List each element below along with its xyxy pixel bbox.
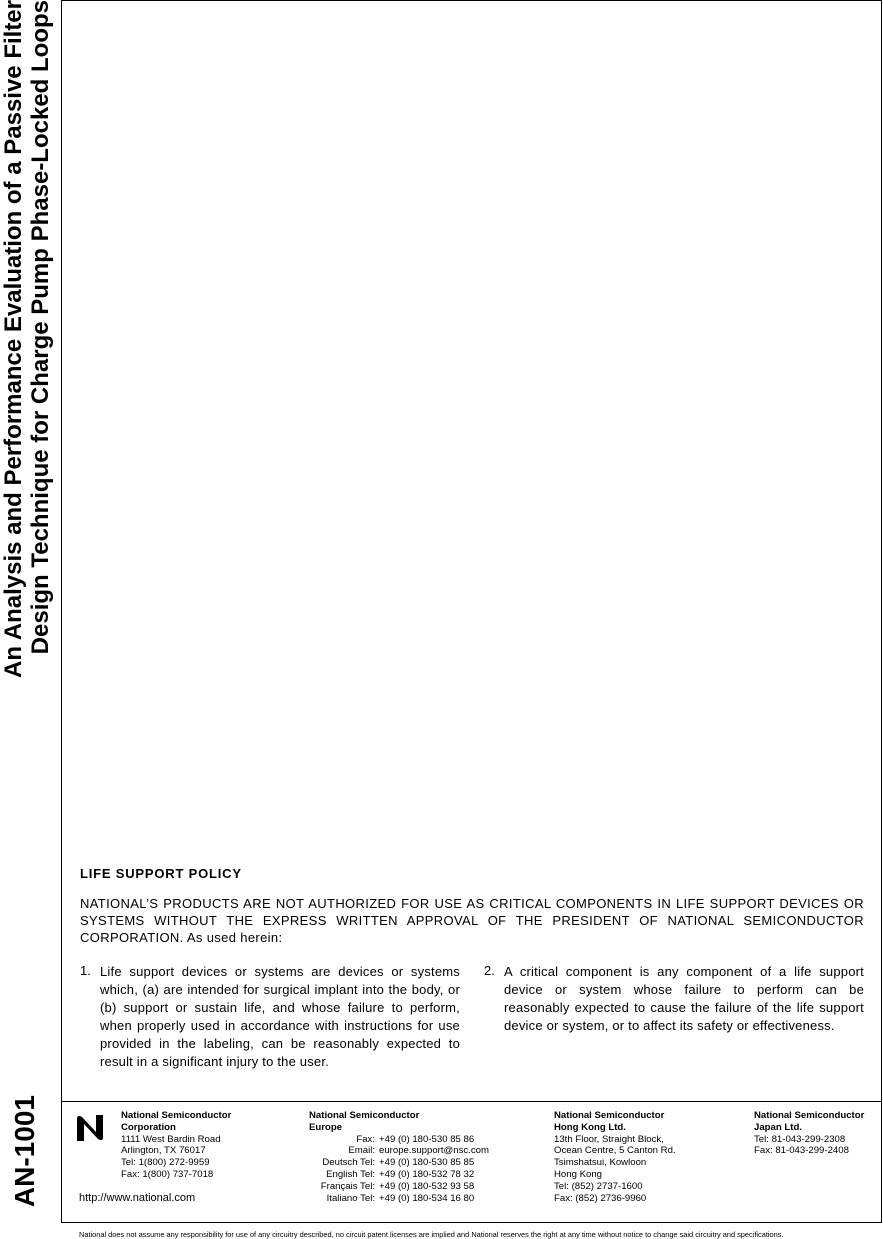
- fax-line: Fax: 1(800) 737-7018: [121, 1168, 214, 1180]
- national-logo-icon: [74, 1110, 106, 1146]
- contact-value: europe.support@nsc.com: [379, 1145, 489, 1157]
- policy-item-number: 1.: [80, 963, 91, 978]
- policy-item-text: A critical component is any component of a life support device or system whose failure to perform can be reasonably expected to cause the failure of the life support device or system, or to affect its safety or effectiveness.: [504, 964, 864, 1033]
- policy-item: [484, 963, 864, 1071]
- office-hong-kong: [554, 1110, 676, 1204]
- policy-intro: NATIONAL’S PRODUCTS ARE NOT AUTHORIZED FOR USE AS CRITICAL COMPONENTS IN LIFE SUPPORT DEVICES OR SYSTEMS WITHOUT THE EXPRESS WRITTEN APPROVAL OF THE PRESIDENT OF NATIONAL SEMICONDUCTOR CORPORATION. As used herein:: [80, 896, 864, 945]
- legal-disclaimer: National does not assume any responsibility for use of any circuitry described, no circuit patent licenses are implied and National reserves the right at any time without notice to change said circuitry and specifications.: [79, 1230, 784, 1239]
- footer-divider: [61, 1101, 882, 1102]
- office-corporation: [121, 1110, 231, 1181]
- fax-line: Fax: 81-043-299-2408: [754, 1145, 849, 1157]
- policy-heading: LIFE SUPPORT POLICY: [80, 866, 242, 881]
- office-name: National Semiconductor: [754, 1110, 865, 1121]
- contact-label: Deutsch Tel:: [322, 1157, 375, 1169]
- contact-row: [309, 1157, 489, 1169]
- contact-value: +49 (0) 180-532 93 58: [379, 1180, 475, 1192]
- contact-row: [309, 1134, 489, 1146]
- office-name: National Semiconductor: [121, 1110, 232, 1121]
- contact-value: +49 (0) 180-530 85 86: [379, 1133, 475, 1145]
- address-line: 13th Floor, Straight Block,: [554, 1133, 664, 1145]
- office-name-sub: Japan Ltd.: [754, 1121, 802, 1133]
- fax-line: Fax: (852) 2736-9960: [554, 1192, 647, 1204]
- phone-line: Tel: 1(800) 272-9959: [121, 1157, 210, 1169]
- contact-row: [309, 1181, 489, 1193]
- contact-label: Italiano Tel:: [326, 1192, 375, 1204]
- contact-label: Fax:: [356, 1133, 375, 1145]
- phone-line: Tel: (852) 2737-1600: [554, 1180, 643, 1192]
- contact-label: Français Tel:: [320, 1180, 375, 1192]
- website-link[interactable]: http://www.national.com: [79, 1192, 196, 1204]
- an-number-label: AN-1001: [9, 1095, 40, 1208]
- address-line: Arlington, TX 76017: [121, 1145, 206, 1157]
- policy-item-number: 2.: [484, 963, 495, 978]
- office-japan: [754, 1110, 864, 1157]
- phone-line: Tel: 81-043-299-2308: [754, 1133, 846, 1145]
- address-line: 1111 West Bardin Road: [121, 1133, 221, 1145]
- life-support-policy: [80, 866, 864, 1071]
- contact-label: English Tel:: [326, 1168, 375, 1180]
- address-line: Tsimshatsui, Kowloon: [554, 1157, 647, 1169]
- contact-row: [309, 1145, 489, 1157]
- title-line-2: Design Technique for Charge Pump Phase-Locked Loops: [27, 0, 54, 655]
- contact-row: [309, 1169, 489, 1181]
- office-name: National Semiconductor: [309, 1110, 420, 1121]
- contact-label: Email:: [348, 1145, 375, 1157]
- contact-value: +49 (0) 180-534 16 80: [379, 1192, 475, 1204]
- contact-row: [309, 1193, 489, 1205]
- office-europe: [309, 1110, 489, 1204]
- address-line: Ocean Centre, 5 Canton Rd.: [554, 1145, 676, 1157]
- contact-value: +49 (0) 180-532 78 32: [379, 1168, 475, 1180]
- title-line-1: An Analysis and Performance Evaluation of a Passive Filter: [0, 0, 27, 679]
- policy-item-text: Life support devices or systems are devices or systems which, (a) are intended for surgical implant into the body, or (b) support or sustain life, and whose failure to perform, when properly used in accordance with instructions for use provided in the labeling, can be reasonably expected to result in a significant injury to the user.: [100, 964, 460, 1069]
- office-name: National Semiconductor: [554, 1110, 665, 1121]
- policy-item: [80, 963, 460, 1071]
- office-name-sub: Hong Kong Ltd.: [554, 1121, 626, 1133]
- office-name-sub: Europe: [309, 1121, 343, 1133]
- application-note-number: [0, 1095, 60, 1225]
- document-title: [0, 0, 60, 770]
- address-line: Hong Kong: [554, 1168, 603, 1180]
- office-name-sub: Corporation: [121, 1121, 176, 1133]
- contact-value: +49 (0) 180-530 85 85: [379, 1157, 475, 1169]
